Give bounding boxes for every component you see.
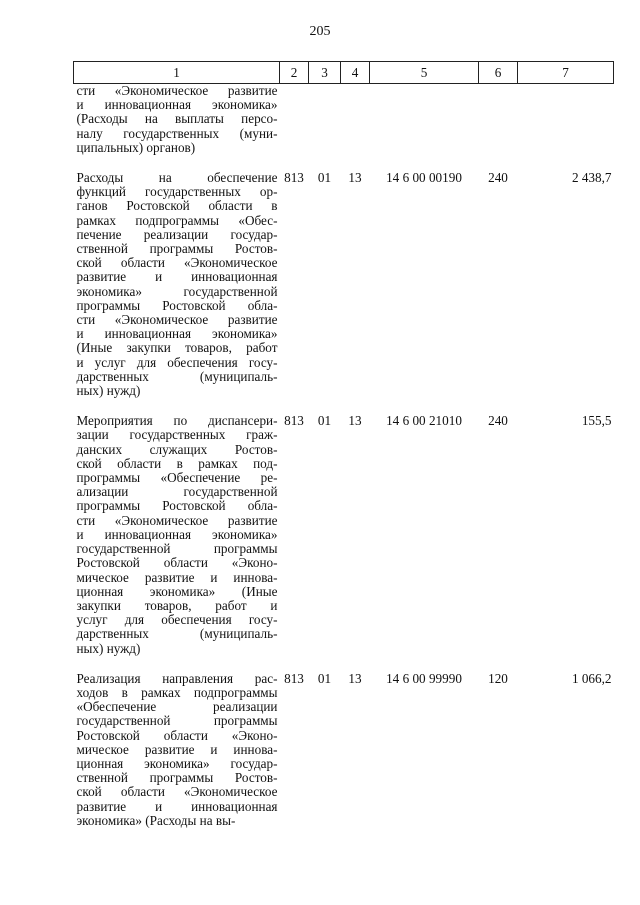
description-line: программы «Обеспечение ре- (76, 470, 278, 486)
column-header-6: 6 (479, 62, 518, 84)
description-line: зации государственных граж- (76, 427, 278, 443)
row-code-4 (341, 84, 370, 156)
description-line: Ростовской области «Эконо- (76, 727, 278, 743)
description-line: ных) нужд) (76, 383, 141, 399)
row-code-3: 01 (317, 670, 332, 686)
description-line: закупки товаров, работ и (76, 597, 278, 613)
row-code-2: 813 (284, 413, 304, 429)
description-line: экономика» государственной (76, 283, 278, 299)
row-spacer (74, 398, 614, 414)
description-line: ской области «Экономическое (76, 784, 278, 800)
description-line: (Иные закупки товаров, работ (76, 340, 278, 356)
description-line: ципальных) органов) (76, 139, 196, 155)
description-line: ской области в рамках под- (76, 455, 278, 471)
table-header-row (74, 62, 614, 84)
page-number: 205 (309, 24, 331, 39)
row-code-2: 813 (284, 670, 304, 686)
table-body (74, 84, 614, 828)
column-header-2: 2 (280, 62, 309, 84)
description-line: печение реализации государ- (76, 226, 278, 242)
description-line: программы Ростовской обла- (76, 297, 278, 313)
row-spacer-cell (74, 656, 614, 672)
description-line: экономика» (Расходы на вы- (76, 812, 236, 828)
description-line: ционная экономика» (Иные (76, 583, 278, 599)
description-line: и услуг для обеспечения госу- (76, 354, 278, 370)
description-line: и инновационная экономика» (76, 97, 278, 113)
table-row (74, 414, 614, 655)
description-line: «Обеспечение реализации (76, 699, 278, 715)
row-code-3: 01 (317, 413, 332, 429)
row-code-5: 14 6 00 99990 (386, 670, 462, 686)
row-amount (518, 84, 614, 156)
description-line: развитие и инновационная (76, 798, 278, 814)
description-line: услуг для обеспечения госу- (76, 612, 278, 628)
description-line: ходов в рамках подпрограммы (76, 684, 278, 700)
description-line: и инновационная экономика» (76, 326, 278, 342)
row-spacer-cell (74, 398, 614, 414)
row-code-2: 813 (284, 170, 304, 186)
row-code-4: 13 (348, 170, 362, 186)
column-header-3: 3 (309, 62, 341, 84)
row-description (74, 171, 280, 398)
table-row (74, 672, 614, 828)
row-amount: 1 066,2 (571, 670, 612, 686)
row-code-3 (309, 84, 341, 156)
row-code-4: 13 (348, 413, 362, 429)
row-amount: 155,5 (581, 413, 612, 429)
row-code-2 (280, 84, 309, 156)
row-code-6: 240 (488, 413, 508, 429)
description-line: сти «Экономическое развитие (76, 312, 278, 328)
row-code-6 (479, 84, 518, 156)
row-amount: 2 438,7 (571, 170, 612, 186)
row-code-6: 120 (488, 670, 508, 686)
description-line: ской области «Экономическое (76, 255, 278, 271)
description-line: Ростовской области «Эконо- (76, 555, 278, 571)
description-line: мическое развитие и иннова- (76, 741, 278, 757)
description-line: и инновационная экономика» (76, 526, 278, 542)
column-header-4: 4 (341, 62, 370, 84)
column-header-7: 7 (518, 62, 614, 84)
description-line: функций государственных ор- (76, 184, 278, 200)
description-line: Реализация направления рас- (76, 670, 278, 686)
description-line: сти «Экономическое развитие (76, 512, 278, 528)
row-code-5: 14 6 00 21010 (386, 413, 462, 429)
description-line: сти «Экономическое развитие (76, 83, 278, 98)
description-line: ганов Ростовской области в (76, 198, 278, 214)
description-line: государственной программы (76, 713, 278, 729)
row-description (74, 672, 280, 828)
description-line: ализации государственной (76, 484, 278, 500)
row-code-4: 13 (348, 670, 362, 686)
description-line: дарственных (муниципаль- (76, 626, 278, 642)
row-code-6: 240 (488, 170, 508, 186)
description-line: Расходы на обеспечение (76, 170, 278, 186)
table-row (74, 171, 614, 398)
description-line: ственной программы Ростов- (76, 241, 278, 257)
description-line: программы Ростовской обла- (76, 498, 278, 514)
description-line: ственной программы Ростов- (76, 770, 278, 786)
description-line: развитие и инновационная (76, 269, 278, 285)
column-header-5: 5 (370, 62, 479, 84)
description-line: ционная экономика» государ- (76, 755, 278, 771)
budget-table (73, 61, 614, 828)
description-line: государственной программы (76, 541, 278, 557)
row-description (74, 84, 280, 156)
row-code-3: 01 (317, 170, 332, 186)
row-code-5: 14 6 00 00190 (386, 170, 462, 186)
description-line: ных) нужд) (76, 640, 141, 656)
description-line: дарственных (муниципаль- (76, 368, 278, 384)
description-line: Мероприятия по диспансери- (76, 413, 278, 429)
row-code-5 (370, 84, 479, 156)
row-spacer (74, 155, 614, 171)
table-row (74, 84, 614, 156)
row-spacer (74, 656, 614, 672)
description-line: рамках подпрограммы «Обес- (76, 212, 278, 228)
description-line: данских служащих Ростов- (76, 441, 278, 457)
row-spacer-cell (74, 155, 614, 171)
description-line: мическое развитие и иннова- (76, 569, 278, 585)
description-line: (Расходы на выплаты персо- (76, 111, 278, 127)
column-header-1: 1 (74, 62, 280, 84)
row-description (74, 414, 280, 655)
description-line: налу государственных (муни- (76, 125, 278, 141)
